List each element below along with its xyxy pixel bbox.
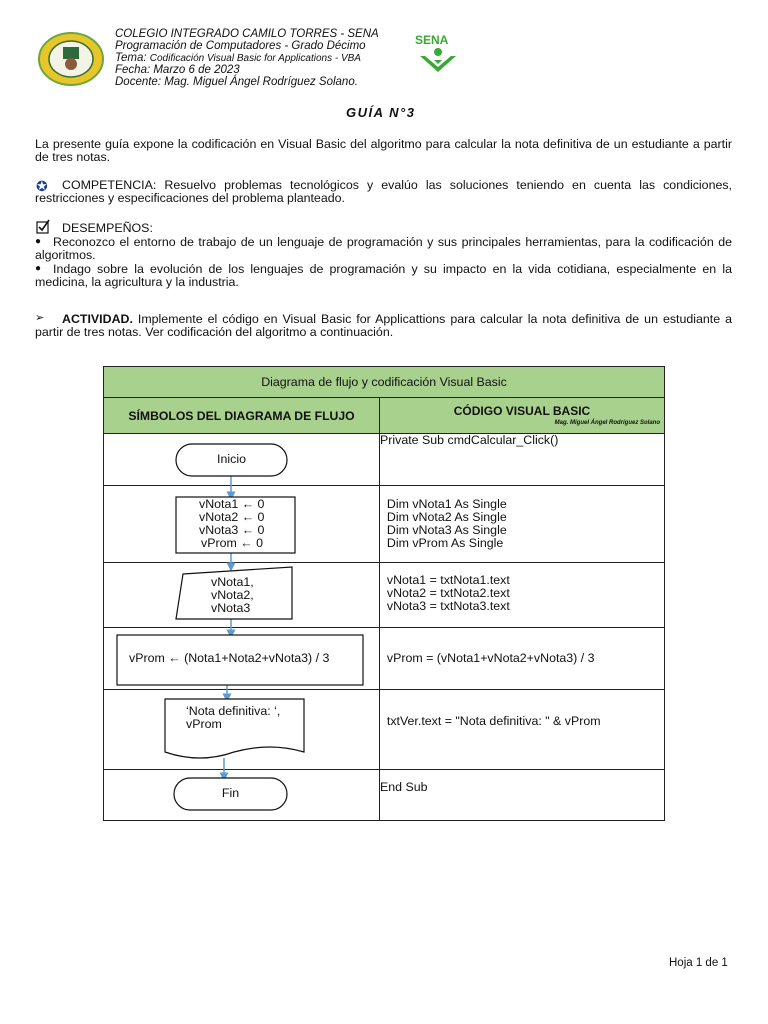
arrow-bullet-icon: ➢: [35, 312, 45, 324]
competencia-paragraph: COMPETENCIA: Resuelvo problemas tecnológicos y evalúo las soluciones teniendo en cuenta las condiciones, restricciones y especificaciones del problema planteado.: [35, 178, 732, 206]
bullet-icon: ●: [35, 236, 42, 247]
input-line: vNota2,: [211, 588, 254, 602]
col-header-symbols: SÍMBOLOS DEL DIAGRAMA DE FLUJO: [104, 398, 380, 434]
header-teacher: Docente: Mag. Miguel Ángel Rodríguez Solano.: [115, 76, 358, 88]
end-label: Fin: [221, 786, 240, 800]
header-school: COLEGIO INTEGRADO CAMILO TORRES - SENA: [115, 28, 379, 40]
page-number: Hoja 1 de 1: [669, 957, 728, 969]
init-line: vNota2 ← 0: [199, 510, 265, 524]
actividad-text: Implemente el código en Visual Basic for Applicattions para calcular la nota definitiva de un estudiante a partir de tres notas. Ver codificación del algoritmo a continuación.: [35, 312, 732, 340]
output-line: vProm: [186, 717, 222, 731]
desempeno-item-1: Reconozco el entorno de trabajo de un lenguaje de programación y sus principales herramientas, para la codificación de algoritmos.: [35, 235, 732, 263]
intro-paragraph: La presente guía expone la codificación en Visual Basic del algoritmo para calcular la nota definitiva de un estudiante a partir de tres notas.: [35, 137, 732, 165]
header-program: Programación de Computadores - Grado Décimo: [115, 40, 366, 52]
col-header-author: Mag. Miguel Ángel Rodríguez Solano: [554, 420, 661, 426]
init-line: vNota1 ← 0: [199, 497, 265, 511]
code-cell: txtVer.text = "Nota definitiva: " & vProm: [380, 690, 665, 770]
header-topic-value: Codificación Visual Basic for Applications - VBA: [149, 53, 361, 64]
code-cell: Dim vNota1 As Single Dim vNota2 As Single Dim vNota3 As Single Dim vProm As Single: [380, 486, 665, 563]
code-cell: vProm = (vNota1+vNota2+vNota3) / 3: [380, 628, 665, 690]
star-icon: ✪: [36, 178, 48, 194]
init-line: vNota3 ← 0: [199, 523, 265, 537]
start-label: Inicio: [217, 452, 246, 466]
code-cell: vNota1 = txtNota1.text vNota2 = txtNota2.text vNota3 = txtNota3.text: [380, 563, 665, 628]
header-date: Fecha: Marzo 6 de 2023: [115, 64, 240, 76]
calc-label: vProm ← (Nota1+Nota2+vNota3) / 3: [129, 651, 330, 665]
desempeno-item-2: Indago sobre la evolución de los lenguajes de programación y su impacto en la vida cotidiana, especialmente en la medicina, la agricultura y la industria.: [35, 262, 732, 290]
init-line: vProm ← 0: [201, 536, 263, 550]
table-title: Diagrama de flujo y codificación Visual Basic: [104, 367, 665, 398]
col-header-code-label: CÓDIGO VISUAL BASIC: [453, 404, 591, 418]
desempenos-heading: DESEMPEÑOS:: [62, 221, 153, 235]
code-cell: Private Sub cmdCalcular_Click(): [380, 434, 665, 486]
output-block: [186, 705, 280, 731]
input-block: [211, 576, 254, 615]
output-line: ‘Nota definitiva: ‘,: [186, 704, 281, 718]
sena-logo-text: SENA: [415, 33, 449, 47]
input-line: vNota3: [211, 601, 251, 615]
bullet-icon: ●: [35, 263, 42, 274]
actividad-label: ACTIVIDAD.: [62, 312, 133, 326]
init-block: [199, 498, 279, 550]
header-topic-label: Tema:: [115, 52, 147, 64]
code-cell: End Sub: [380, 770, 665, 821]
input-line: vNota1,: [211, 575, 254, 589]
page-title: GUÍA N°3: [346, 105, 416, 120]
